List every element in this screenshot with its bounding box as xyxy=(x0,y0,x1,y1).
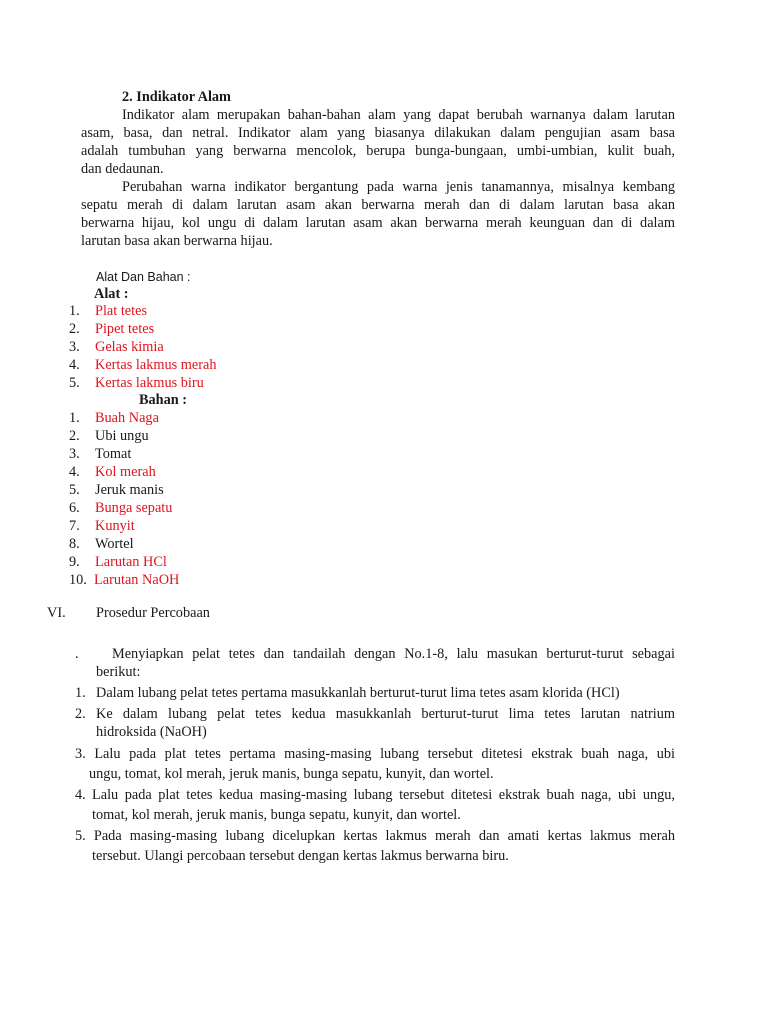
list-text: Wortel xyxy=(95,536,134,552)
list-text: Larutan NaOH xyxy=(94,572,180,588)
paragraph-line: Dalam lubang pelat tetes pertama masukkanlah berturut-turut lima tetes asam klorida (HCl) xyxy=(96,685,620,701)
list-text: Kertas lakmus biru xyxy=(95,375,204,391)
paragraph-line: adalah tumbuhan yang berwarna mencolok, berupa bunga-bungaan, umbi-umbian, kulit buah, xyxy=(81,143,675,159)
materials-caption: Alat Dan Bahan : xyxy=(96,270,191,284)
paragraph-line: Indikator alam merupakan bahan-bahan alam yang dapat berubah warnanya dalam larutan xyxy=(122,107,675,123)
list-number: 4. xyxy=(69,357,80,373)
list-number: 9. xyxy=(69,554,80,570)
paragraph-line: Menyiapkan pelat tetes dan tandailah dengan No.1-8, lalu masukan berturut-turut sebagai xyxy=(112,646,675,662)
paragraph-line: 3. Lalu pada plat tetes pertama masing-masing lubang tersebut ditetesi ekstrak buah naga, ubi xyxy=(75,746,675,762)
list-text: Kunyit xyxy=(95,518,135,534)
list-number: 4. xyxy=(69,464,80,480)
paragraph-line: sepatu merah di dalam larutan asam akan berwarna merah dan di dalam larutan basa akan xyxy=(81,197,675,213)
paragraph-line: 5. Pada masing-masing lubang dicelupkan kertas lakmus merah dan amati kertas lakmus merah xyxy=(75,828,675,844)
bahan-heading: Bahan : xyxy=(139,392,188,408)
paragraph-line: Lalu pada plat tetes kedua masing-masing lubang tersebut ditetesi ekstrak buah naga, ubi ungu, xyxy=(92,787,675,803)
intro-marker: . xyxy=(75,646,79,662)
list-text: Kol merah xyxy=(95,464,156,480)
list-text: Plat tetes xyxy=(95,303,148,319)
list-text: Pipet tetes xyxy=(95,321,155,337)
paragraph-line: ungu, tomat, kol merah, jeruk manis, bunga sepatu, kunyit, dan wortel. xyxy=(89,766,494,782)
section-number: VI. xyxy=(47,605,66,621)
list-number: 3. xyxy=(69,339,80,355)
list-text: Jeruk manis xyxy=(95,482,164,498)
step-number: 1. xyxy=(75,685,86,701)
list-number: 8. xyxy=(69,536,80,552)
list-number: 1. xyxy=(69,303,80,319)
paragraph-line: dan dedaunan. xyxy=(81,161,164,177)
bahan-list xyxy=(69,409,329,589)
list-number: 7. xyxy=(69,518,80,534)
list-text: Bunga sepatu xyxy=(95,500,173,516)
list-number: 2. xyxy=(69,321,80,337)
section-title: Prosedur Percobaan xyxy=(96,605,210,621)
step-number: 4. xyxy=(75,787,86,803)
list-text: Larutan HCl xyxy=(95,554,167,570)
list-number: 10. xyxy=(69,572,87,588)
alat-heading: Alat : xyxy=(94,286,129,302)
section-heading: 2. Indikator Alam xyxy=(122,89,231,105)
list-number: 1. xyxy=(69,410,80,426)
list-number: 6. xyxy=(69,500,80,516)
paragraph-line: berikut: xyxy=(96,664,141,680)
paragraph-line: tersebut. Ulangi percobaan tersebut dengan kertas lakmus berwarna biru. xyxy=(92,848,509,864)
list-number: 5. xyxy=(69,482,80,498)
paragraph-line: asam, basa, dan netral. Indikator alam yang biasanya dilakukan dalam pengujian asam basa xyxy=(81,125,675,141)
list-text: Kertas lakmus merah xyxy=(95,357,217,373)
list-text: Ubi ungu xyxy=(95,428,149,444)
list-text: Tomat xyxy=(95,446,132,462)
step-number: 2. xyxy=(75,706,86,722)
alat-list xyxy=(69,302,329,392)
paragraph-line: berwarna hijau, kol ungu di dalam larutan asam akan berwarna merah keunguan dan di dalam xyxy=(81,215,675,231)
paragraph-line: Ke dalam lubang pelat tetes kedua masukkanlah berturut-turut lima tetes larutan natrium xyxy=(96,706,675,722)
paragraph-line: tomat, kol merah, jeruk manis, bunga sepatu, kunyit, dan wortel. xyxy=(92,807,461,823)
list-number: 2. xyxy=(69,428,80,444)
paragraph-line: Perubahan warna indikator bergantung pada warna jenis tanamannya, misalnya kembang xyxy=(122,179,675,195)
list-number: 3. xyxy=(69,446,80,462)
list-text: Gelas kimia xyxy=(95,339,164,355)
paragraph-line: hidroksida (NaOH) xyxy=(96,724,207,740)
list-number: 5. xyxy=(69,375,80,391)
list-text: Buah Naga xyxy=(95,410,159,426)
paragraph-line: larutan basa akan berwarna hijau. xyxy=(81,233,273,249)
